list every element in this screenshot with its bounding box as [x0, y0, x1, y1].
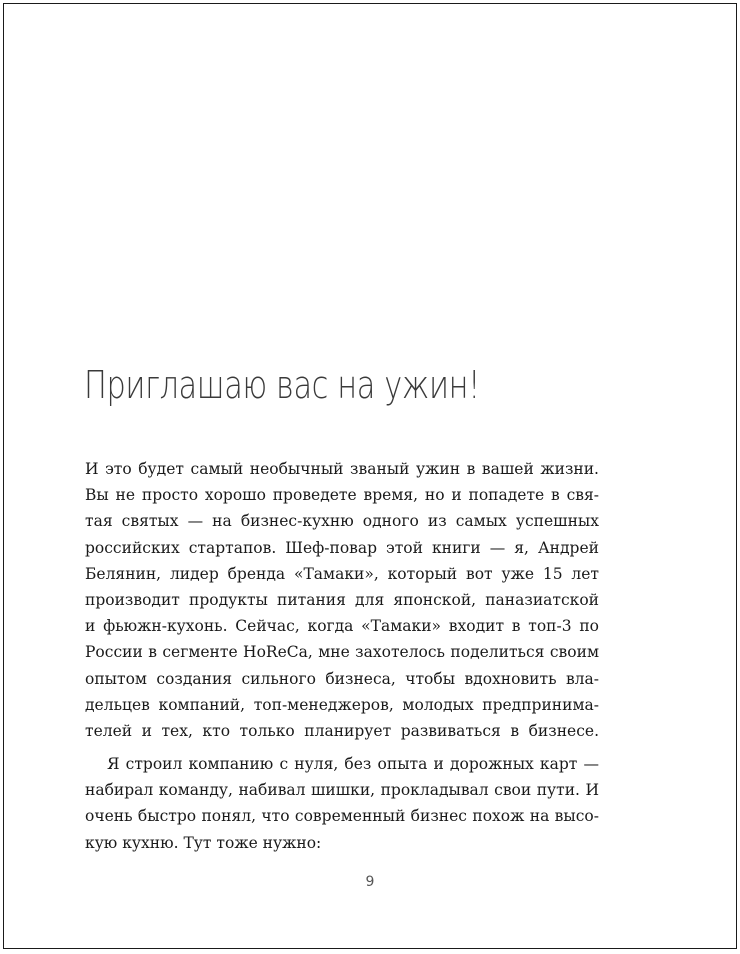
paragraph-2 — [85, 751, 599, 856]
text-line: телей и тех, кто только планирует развиваться в бизнесе. — [85, 721, 599, 740]
text-line: России в сегменте HoReCa, мне захотелось поделиться своим — [85, 643, 599, 662]
paragraph-1 — [85, 456, 599, 744]
chapter-title: Приглашаю вас на ужин! — [84, 363, 480, 407]
text-line: кую кухню. Тут тоже нужно: — [85, 833, 322, 852]
body-text — [85, 456, 599, 856]
text-line: российских стартапов. Шеф-повар этой книги — я, Андрей — [85, 538, 599, 557]
text-line: Белянин, лидер бренда «Тамаки», который вот уже 15 лет — [85, 564, 599, 583]
text-line: опытом создания сильного бизнеса, чтобы вдохновить вла- — [85, 669, 599, 688]
text-line: производит продукты питания для японской, паназиатской — [85, 590, 599, 609]
text-line: Я строил компанию с нуля, без опыта и дорожных карт — — [107, 755, 599, 774]
text-line: И это будет самый необычный званый ужин в вашей жизни. — [85, 460, 599, 478]
text-line: дельцев компаний, топ-менеджеров, молодых предпринима- — [85, 695, 599, 714]
text-line: и фьюжн-кухонь. Сейчас, когда «Тамаки» входит в топ-3 по — [85, 617, 599, 636]
book-page — [3, 3, 737, 949]
text-line: Вы не просто хорошо проведете время, но и попадете в свя- — [85, 486, 599, 505]
text-line: набирал команду, набивал шишки, прокладывал свои пути. И — [85, 781, 599, 800]
text-line: очень быстро понял, что современный бизнес похож на высо- — [85, 807, 599, 826]
page-number: 9 — [365, 874, 375, 890]
text-line: тая святых — на бизнес-кухню одного из самых успешных — [85, 512, 599, 531]
